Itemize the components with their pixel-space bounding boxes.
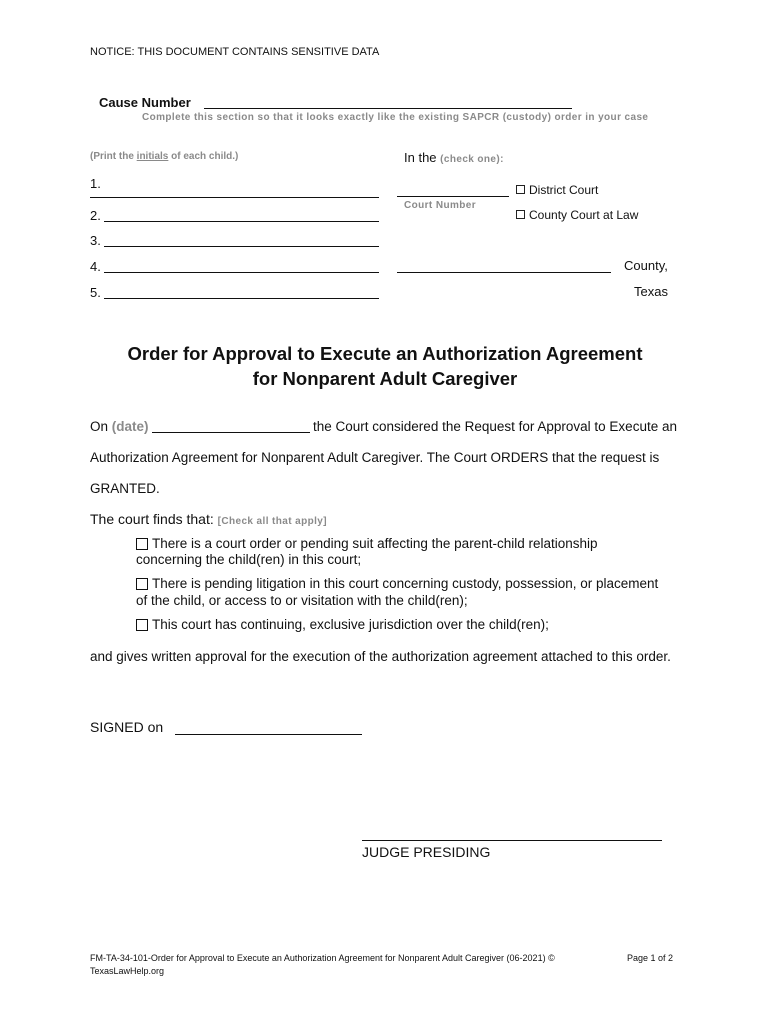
- child-number-1: 1.: [90, 176, 101, 191]
- option-county-court-at-law[interactable]: County Court at Law: [516, 208, 638, 222]
- on-label: On (date): [90, 419, 149, 434]
- child-number-2: 2.: [90, 208, 101, 223]
- signed-date-field[interactable]: [175, 734, 362, 735]
- child-initials-field-3[interactable]: [104, 246, 379, 247]
- child-initials-field-5[interactable]: [104, 298, 379, 299]
- cause-instruction: Complete this section so that it looks exactly like the existing SAPCR (custody) order in your case: [142, 112, 649, 123]
- finding-item-2-cont: of the child, or access to or visitation with the child(ren);: [136, 593, 468, 608]
- footer-page-number: Page 1 of 2: [627, 953, 674, 963]
- county-label: County,: [624, 258, 668, 273]
- option-district-court[interactable]: District Court: [516, 183, 598, 197]
- signed-on-label: SIGNED on: [90, 719, 164, 735]
- cause-number-field[interactable]: [204, 108, 572, 109]
- court-number-field[interactable]: [397, 196, 509, 197]
- finding-item-3[interactable]: This court has continuing, exclusive jurisdiction over the child(ren);: [136, 617, 549, 632]
- child-number-4: 4.: [90, 259, 101, 274]
- district-court-checkbox[interactable]: [516, 185, 525, 194]
- child-number-5: 5.: [90, 285, 101, 300]
- cause-number-label: Cause Number: [99, 95, 191, 110]
- finding-item-1[interactable]: There is a court order or pending suit affecting the parent-child relationship: [136, 536, 598, 551]
- county-name-field[interactable]: [397, 272, 611, 273]
- children-instruction: (Print the initials of each child.): [90, 151, 239, 162]
- finding-2-checkbox[interactable]: [136, 578, 148, 590]
- state-label: Texas: [634, 284, 668, 299]
- judge-presiding-label: JUDGE PRESIDING: [362, 844, 491, 860]
- approval-statement: and gives written approval for the execution of the authorization agreement attached to this order.: [90, 649, 671, 664]
- findings-intro: The court finds that: [Check all that apply]: [90, 511, 328, 527]
- court-number-label: Court Number: [404, 200, 477, 211]
- footer-form-id: FM-TA-34-101-Order for Approval to Execute an Authorization Agreement for Nonparent Adult Caregiver (06-2021) ©: [90, 953, 555, 963]
- body-line-1: the Court considered the Request for Approval to Execute an: [313, 419, 677, 434]
- document-title-line-1: Order for Approval to Execute an Authorization Agreement: [127, 343, 643, 364]
- finding-1-checkbox[interactable]: [136, 538, 148, 550]
- child-initials-field-1[interactable]: [90, 197, 379, 198]
- county-court-checkbox[interactable]: [516, 210, 525, 219]
- document-title-line-2: for Nonparent Adult Caregiver: [252, 368, 518, 389]
- child-number-3: 3.: [90, 233, 101, 248]
- finding-3-checkbox[interactable]: [136, 619, 148, 631]
- in-the-label: In the (check one):: [404, 150, 504, 165]
- body-line-2: Authorization Agreement for Nonparent Adult Caregiver. The Court ORDERS that the request is: [90, 450, 660, 465]
- body-line-3: GRANTED.: [90, 481, 160, 496]
- judge-signature-line[interactable]: [362, 840, 662, 841]
- finding-item-2[interactable]: There is pending litigation in this court concerning custody, possession, or placement: [136, 576, 658, 591]
- order-date-field[interactable]: [152, 432, 310, 433]
- child-initials-field-2[interactable]: [104, 221, 379, 222]
- finding-item-1-cont: concerning the child(ren) in this court;: [136, 552, 362, 567]
- footer-site: TexasLawHelp.org: [90, 966, 165, 976]
- child-initials-field-4[interactable]: [104, 272, 379, 273]
- sensitive-data-notice: NOTICE: THIS DOCUMENT CONTAINS SENSITIVE DATA: [90, 46, 380, 58]
